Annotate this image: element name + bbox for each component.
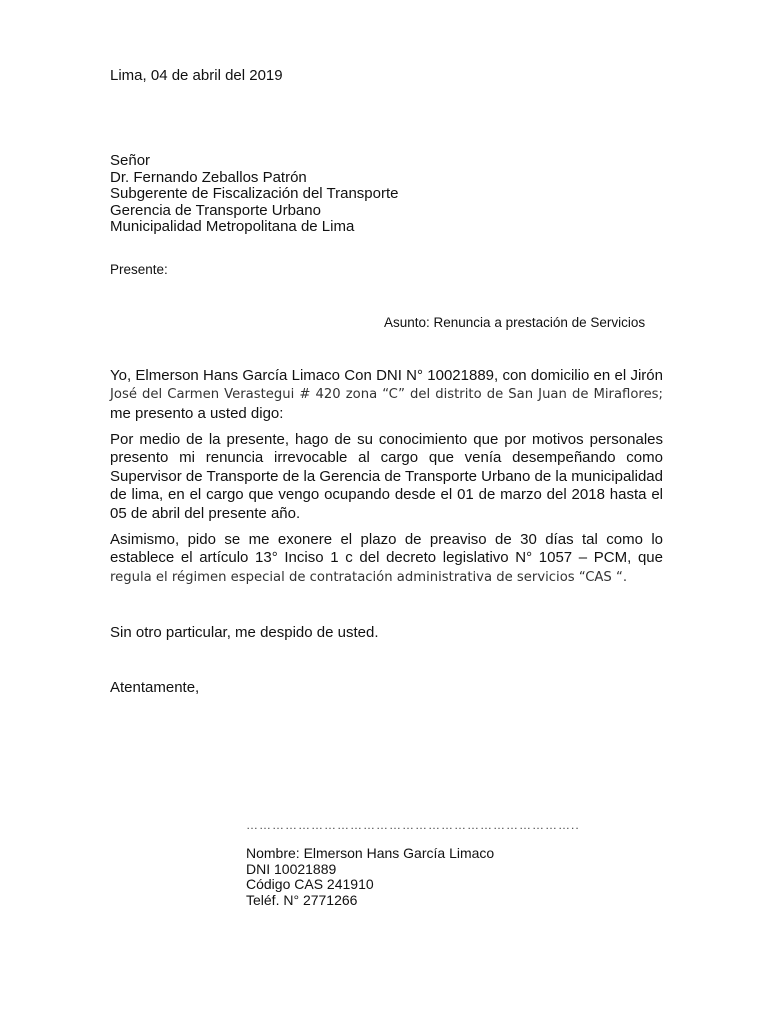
paragraph-notice	[110, 531, 663, 587]
closing-line: Sin otro particular, me despido de usted.	[110, 624, 379, 641]
date-line: Lima, 04 de abril del 2019	[110, 67, 283, 84]
presente-label: Presente:	[110, 262, 168, 277]
signature-dni: DNI 10021889	[246, 860, 337, 877]
paragraph-intro	[110, 367, 663, 423]
subject-line: Asunto: Renuncia a prestación de Servicios	[384, 315, 646, 330]
signature-name: Nombre: Elmerson Hans García Limaco	[246, 845, 495, 861]
signature-phone: Teléf. N° 2771266	[246, 891, 358, 908]
paragraph-notice-part2: regula el régimen especial de contratación administrativa de servicios “CAS “.	[110, 569, 628, 585]
recipient-position: Subgerente de Fiscalización del Transporte	[110, 185, 399, 202]
paragraph-intro-part1: Yo, Elmerson Hans García Limaco Con DNI N° 10021889, con domicilio en el Jirón	[110, 367, 663, 384]
signature-block	[246, 846, 494, 908]
paragraph-intro-part3: me presento a usted digo:	[110, 404, 284, 422]
paragraph-notice-part1: Asimismo, pido se me exonere el plazo de preaviso de 30 días tal como lo establece el artículo 13° Inciso 1 c del decreto legislativo N° 1057 – PCM, que	[110, 531, 663, 567]
recipient-department: Gerencia de Transporte Urbano	[110, 201, 321, 219]
valediction: Atentamente,	[110, 679, 200, 696]
recipient-name: Dr. Fernando Zeballos Patrón	[110, 168, 307, 186]
recipient-block	[110, 153, 399, 236]
signature-cas-code: Código CAS 241910	[246, 876, 374, 892]
signature-line: …………………………………………………………………..	[246, 818, 580, 832]
recipient-salutation: Señor	[110, 152, 151, 169]
recipient-organization: Municipalidad Metropolitana de Lima	[110, 218, 355, 235]
paragraph-intro-address: José del Carmen Verastegui # 420 zona “C” del distrito de San Juan de Miraflores;	[110, 387, 663, 403]
paragraph-resignation: Por medio de la presente, hago de su conocimiento que por motivos personales presento mi renuncia irrevocable al cargo que venía desempeñando como Supervisor de Transporte de la Gerencia de Transporte Urbano de la municipalidad de lima, en el cargo que vengo ocupando desde el 01 de marzo del 2018 hasta el 05 de abril del presente año.	[110, 431, 663, 522]
